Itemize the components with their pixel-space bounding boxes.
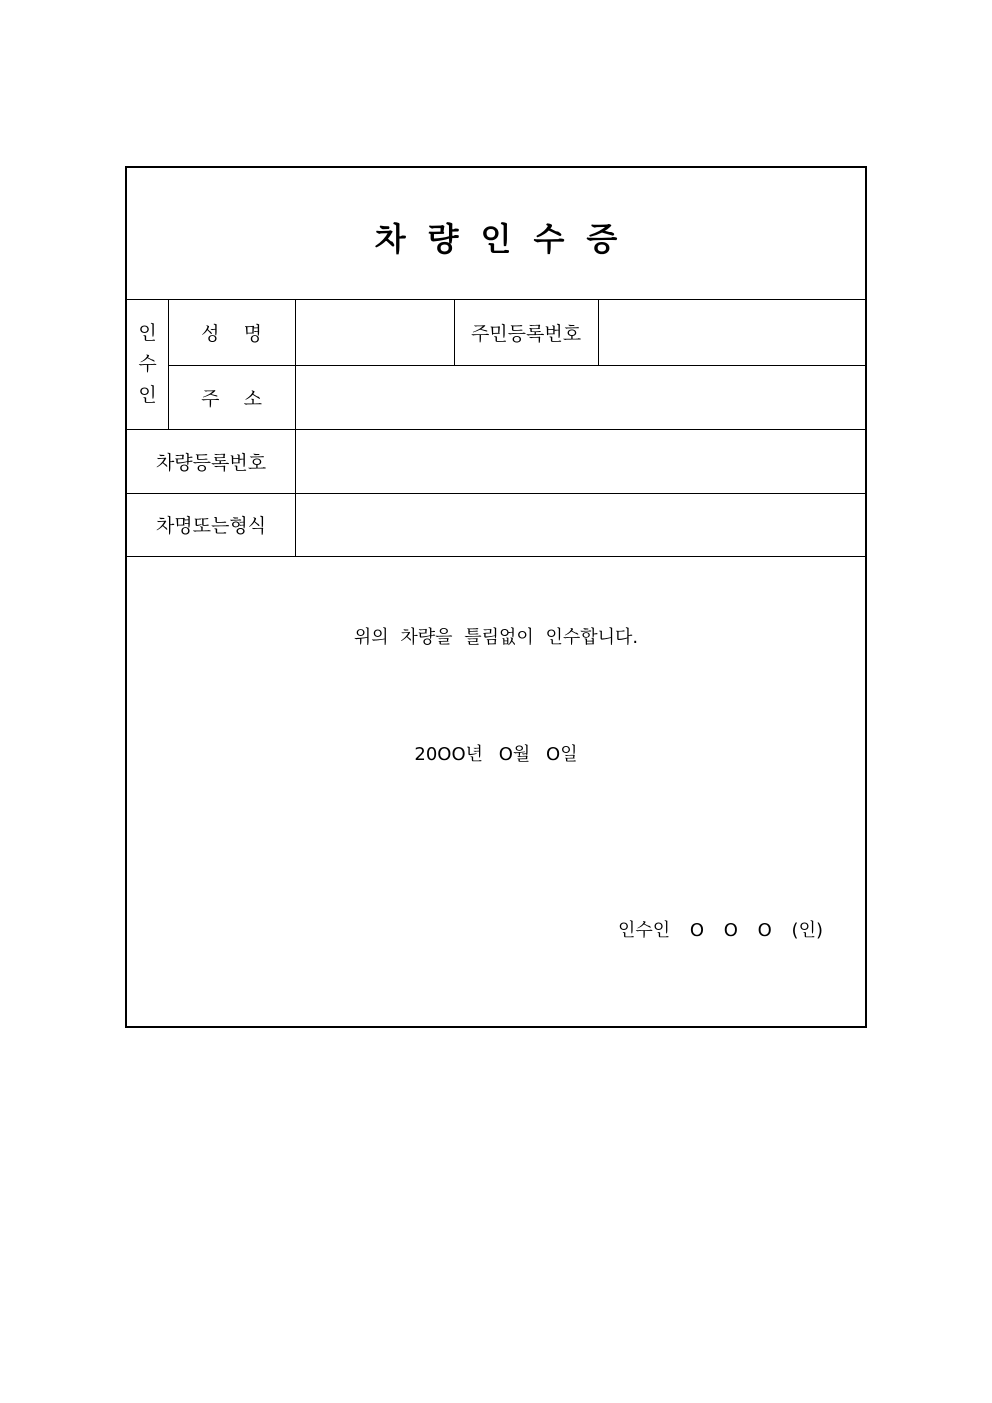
document-title (127, 214, 865, 260)
name-field[interactable] (295, 300, 454, 365)
resident-number-label: 주민등록번호 (470, 323, 582, 345)
vehicle-receipt-form (125, 166, 867, 1028)
recipient-group-char: 인 (138, 322, 157, 344)
acknowledgement-statement: 위의 차량을 틀림없이 인수합니다. (353, 627, 639, 648)
title-char: 차 (374, 220, 406, 258)
recipient-group-char: 수 (138, 353, 157, 375)
title-char: 증 (586, 220, 618, 258)
recipient-group-label (127, 300, 168, 429)
vehicle-name-model-label: 차명또는형식 (155, 515, 267, 537)
title-char: 인 (480, 220, 512, 258)
recipient-group-char: 인 (138, 384, 157, 406)
vehicle-name-model-field[interactable] (295, 493, 867, 556)
vehicle-reg-number-field[interactable] (295, 429, 867, 493)
address-field[interactable] (295, 365, 867, 429)
title-area (127, 168, 865, 300)
name-label: 성 명 (201, 323, 262, 345)
title-char: 수 (533, 220, 565, 258)
date-line: 20OO년 O월 O일 (414, 744, 578, 765)
vehicle-reg-number-label: 차량등록번호 (155, 451, 267, 474)
statement-area (127, 556, 865, 1026)
resident-number-field[interactable] (598, 300, 867, 365)
address-label: 주 소 (201, 387, 262, 410)
recipient-signature: 인수인 O O O (인) (618, 920, 823, 941)
title-char: 량 (427, 220, 459, 258)
